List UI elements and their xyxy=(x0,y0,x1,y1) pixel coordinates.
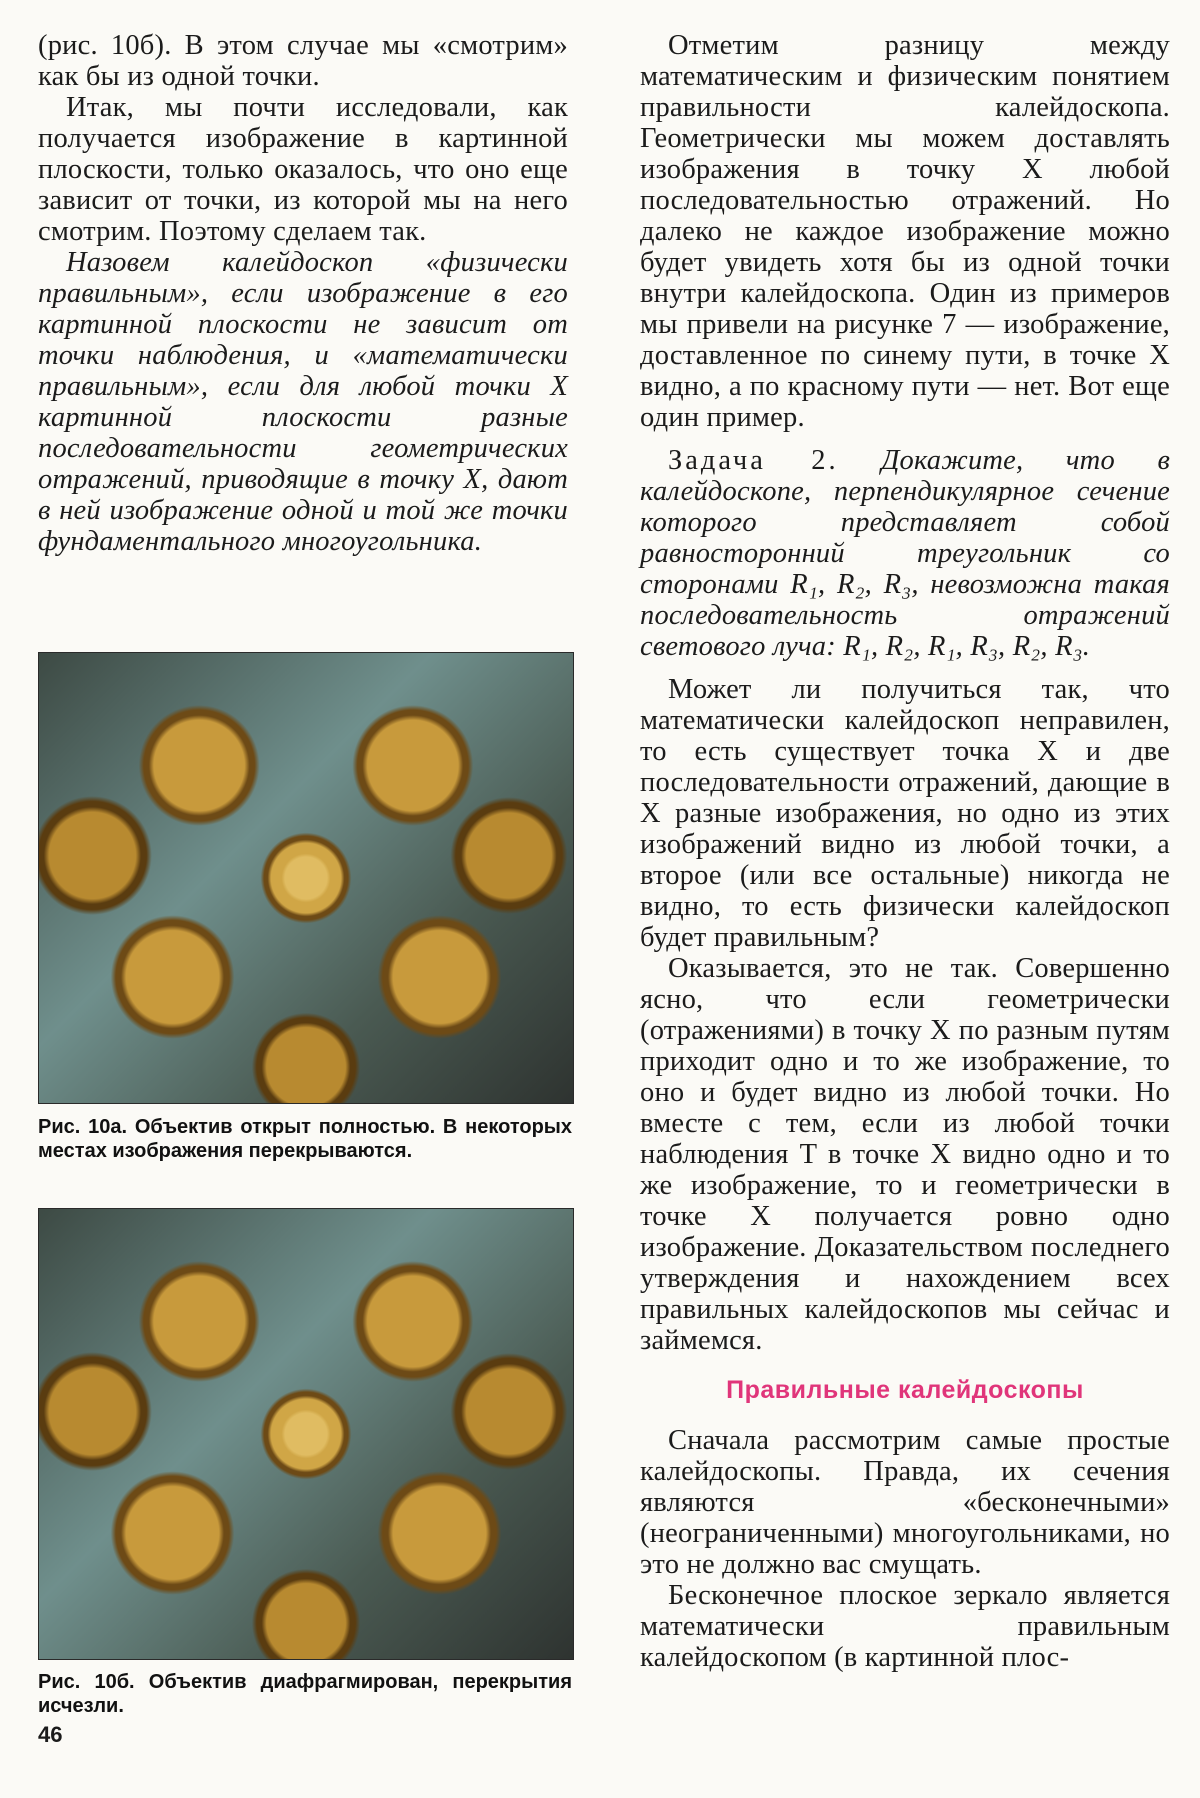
section-title: Правильные калейдоскопы xyxy=(726,1376,1084,1404)
task-text: Докажите, что в калейдоскопе, перпендикулярное сечение которого представляет собой равносторонний треугольник со сторонами R₁, R₂, R₃, невозможна такая последовательность отражений светового луча: R₁, R₂, R₁, R₃, R₂, R₃. xyxy=(640,445,1171,662)
right-paragraph-5: Сначала рассмотрим самые простые калейдоскопы. Правда, их сечения являются «бесконечными» (неограниченными) многоугольниками, но это не должно вас смущать. xyxy=(640,1425,1170,1580)
task-paragraph xyxy=(640,445,1170,662)
right-paragraph-1: Отметим разницу между математическим и физическим понятием правильности калейдоскопа. Геометрически мы можем доставлять изображения в точку X любой последовательностью отражений. Но далеко не каждое изображение можно будет увидеть хотя бы из одной точки внутри калейдоскопа. Один из примеров мы привели на рисунке 7 — изображение, доставленное по синему пути, в точке X видно, а по красному пути — нет. Вот еще один пример. xyxy=(640,30,1170,433)
page-number: 46 xyxy=(38,1722,63,1747)
definition-paragraph: Назовем калейдоскоп «физически правильным», если изображение в его картинной плоскости не зависит от точки наблюдения, и «математически правильным», если для любой точки X картинной плоскости разные последовательности геометрических отражений, приводящие в точку X, дают в ней изображение одной и той же точки фундаментального многоугольника. xyxy=(38,247,568,557)
figure-10a-photo xyxy=(38,652,574,1104)
right-paragraph-4: Оказывается, это не так. Совершенно ясно, что если геометрически (отражениями) в точку X по разным путям приходит одно и то же изображение, то оно и будет видно из любой точки. Но вместе с тем, если из любой точки наблюдения T в точке X видно одно и то же изображение, то и геометрически в точке X получается ровно одно изображение. Доказательством последнего утверждения и нахождением всех правильных калейдоскопов мы сейчас и займемся. xyxy=(640,953,1170,1356)
left-paragraph-2: Итак, мы почти исследовали, как получается изображение в картинной плоскости, только оказалось, что оно еще зависит от точки, из которой мы на него смотрим. Поэтому сделаем так. xyxy=(38,92,568,247)
right-paragraph-3: Может ли получиться так, что математически калейдоскоп неправилен, то есть существует точка X и две последовательности отражений, дающие в X разные изображения, но одно из этих изображений видно из любой точки, а второе (или все остальные) никогда не видно, то есть физически калейдоскоп будет правильным? xyxy=(640,674,1170,953)
figure-10a-caption: Рис. 10а. Объектив открыт полностью. В некоторых местах изображения перекрываются. xyxy=(38,1116,572,1162)
left-column xyxy=(38,30,568,557)
right-paragraph-6: Бесконечное плоское зеркало является математически правильным калейдоскопом (в картинной плос- xyxy=(640,1580,1170,1673)
figure-10b-caption: Рис. 10б. Объектив диафрагмирован, перекрытия исчезли. xyxy=(38,1671,572,1717)
right-column xyxy=(640,30,1170,1673)
figure-10b-photo xyxy=(38,1208,574,1660)
left-paragraph-1: (рис. 10б). В этом случае мы «смотрим» как бы из одной точки. xyxy=(38,30,568,92)
task-label: Задача 2. xyxy=(668,445,839,476)
